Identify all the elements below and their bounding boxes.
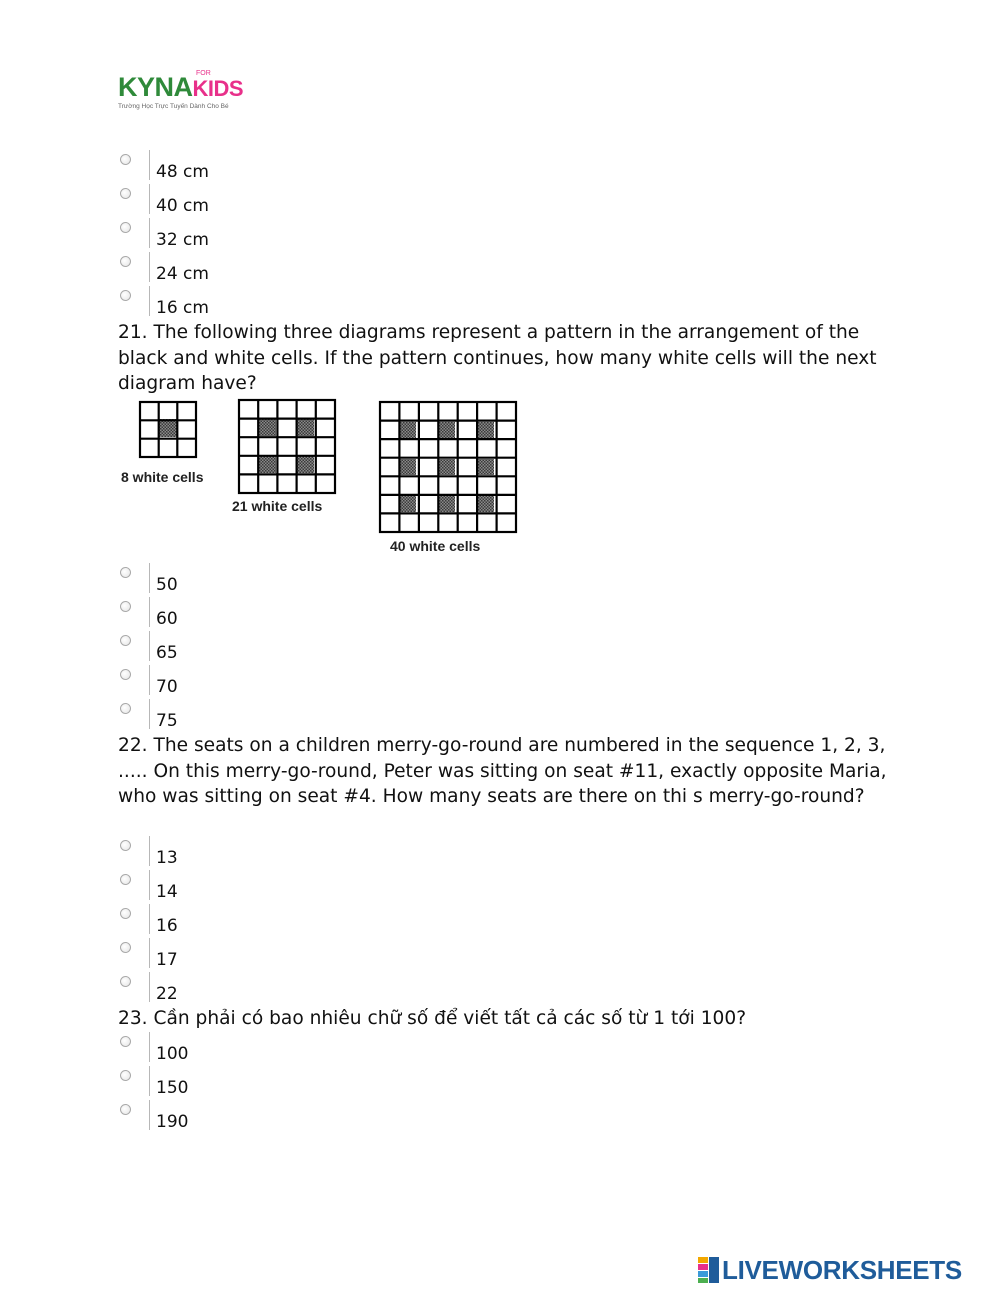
option-label: 150	[156, 1078, 189, 1098]
q20-option-5[interactable]	[120, 288, 320, 318]
q20-option-4[interactable]	[120, 254, 320, 284]
option-label: 100	[156, 1044, 189, 1064]
radio-button[interactable]	[120, 154, 131, 165]
option-label: 60	[156, 609, 178, 629]
radio-button[interactable]	[120, 669, 131, 680]
caption-diagram-1: 8 white cells	[121, 469, 204, 485]
diagram-3x3	[140, 402, 196, 457]
radio-button[interactable]	[120, 840, 131, 851]
logo-tagline: Trường Học Trực Tuyến Dành Cho Bé	[118, 103, 229, 110]
option-label: 22	[156, 984, 178, 1004]
option-divider	[149, 563, 150, 593]
option-divider	[149, 665, 150, 695]
option-divider	[149, 870, 150, 900]
q22-option-2[interactable]	[120, 872, 320, 902]
option-divider	[149, 286, 150, 316]
option-divider	[149, 904, 150, 934]
diagram-5x5	[239, 400, 335, 493]
logo-wordmark	[118, 74, 243, 102]
liveworksheets-wordmark: LIVEWORKSHEETS	[722, 1255, 962, 1285]
radio-button[interactable]	[120, 874, 131, 885]
q21-option-4[interactable]	[120, 667, 320, 697]
option-label: 16 cm	[156, 298, 209, 318]
radio-button[interactable]	[120, 1104, 131, 1115]
radio-button[interactable]	[120, 188, 131, 199]
option-label: 70	[156, 677, 178, 697]
option-label: 65	[156, 643, 178, 663]
radio-button[interactable]	[120, 601, 131, 612]
option-divider	[149, 1066, 150, 1096]
radio-button[interactable]	[120, 567, 131, 578]
q20-option-1[interactable]	[120, 152, 320, 182]
radio-button[interactable]	[120, 222, 131, 233]
q23-option-2[interactable]	[120, 1068, 320, 1098]
q22-option-1[interactable]	[120, 838, 320, 868]
q21-option-1[interactable]	[120, 565, 320, 595]
option-label: 190	[156, 1112, 189, 1132]
option-divider	[149, 252, 150, 282]
option-label: 48 cm	[156, 162, 209, 182]
option-label: 24 cm	[156, 264, 209, 284]
diagram-7x7	[380, 402, 516, 532]
option-divider	[149, 972, 150, 1002]
question-21-text: 21. The following three diagrams represent a pattern in the arrangement of the black and white cells. If the pattern continues, how many white cells will the next diagram have?	[118, 322, 877, 394]
option-divider	[149, 631, 150, 661]
logo-for: FOR	[196, 70, 211, 77]
q22-option-3[interactable]	[120, 906, 320, 936]
option-label: 75	[156, 711, 178, 731]
q21-option-2[interactable]	[120, 599, 320, 629]
liveworksheets-badge-icon	[698, 1257, 720, 1283]
q22-option-4[interactable]	[120, 940, 320, 970]
option-divider	[149, 150, 150, 180]
option-divider	[149, 836, 150, 866]
radio-button[interactable]	[120, 256, 131, 267]
option-label: 14	[156, 882, 178, 902]
option-divider	[149, 1100, 150, 1130]
radio-button[interactable]	[120, 290, 131, 301]
caption-diagram-2: 21 white cells	[232, 498, 323, 514]
option-label: 32 cm	[156, 230, 209, 250]
option-divider	[149, 218, 150, 248]
question-23-text: 23. Cần phải có bao nhiêu chữ số để viết tất cả các số từ 1 tới 100?	[118, 1008, 747, 1029]
option-divider	[149, 938, 150, 968]
question-22-text: 22. The seats on a children merry-go-round are numbered in the sequence 1, 2, 3, ..... On this merry-go-round, Peter was sitting on seat #11, exactly opposite Maria, who was sitting on seat #4. How many seats are there on thi s merry-go-round?	[118, 735, 887, 807]
liveworksheets-logo	[698, 1254, 998, 1286]
caption-diagram-3: 40 white cells	[390, 538, 481, 554]
logo-brand: KYNA	[118, 72, 193, 102]
logo-kids: KIDS	[192, 76, 244, 101]
option-label: 13	[156, 848, 178, 868]
option-divider	[149, 597, 150, 627]
option-label: 16	[156, 916, 178, 936]
q22-option-5[interactable]	[120, 974, 320, 1004]
q23-option-1[interactable]	[120, 1034, 320, 1064]
option-divider	[149, 1032, 150, 1062]
option-divider	[149, 184, 150, 214]
cell-pattern-figure	[118, 398, 528, 562]
option-label: 40 cm	[156, 196, 209, 216]
q21-option-5[interactable]	[120, 701, 320, 731]
option-divider	[149, 699, 150, 729]
q20-option-2[interactable]	[120, 186, 320, 216]
radio-button[interactable]	[120, 1036, 131, 1047]
option-label: 50	[156, 575, 178, 595]
radio-button[interactable]	[120, 942, 131, 953]
radio-button[interactable]	[120, 908, 131, 919]
radio-button[interactable]	[120, 635, 131, 646]
kyna-kids-logo	[118, 70, 258, 112]
option-label: 17	[156, 950, 178, 970]
q23-option-3[interactable]	[120, 1102, 320, 1132]
radio-button[interactable]	[120, 1070, 131, 1081]
radio-button[interactable]	[120, 976, 131, 987]
q21-option-3[interactable]	[120, 633, 320, 663]
radio-button[interactable]	[120, 703, 131, 714]
q20-option-3[interactable]	[120, 220, 320, 250]
